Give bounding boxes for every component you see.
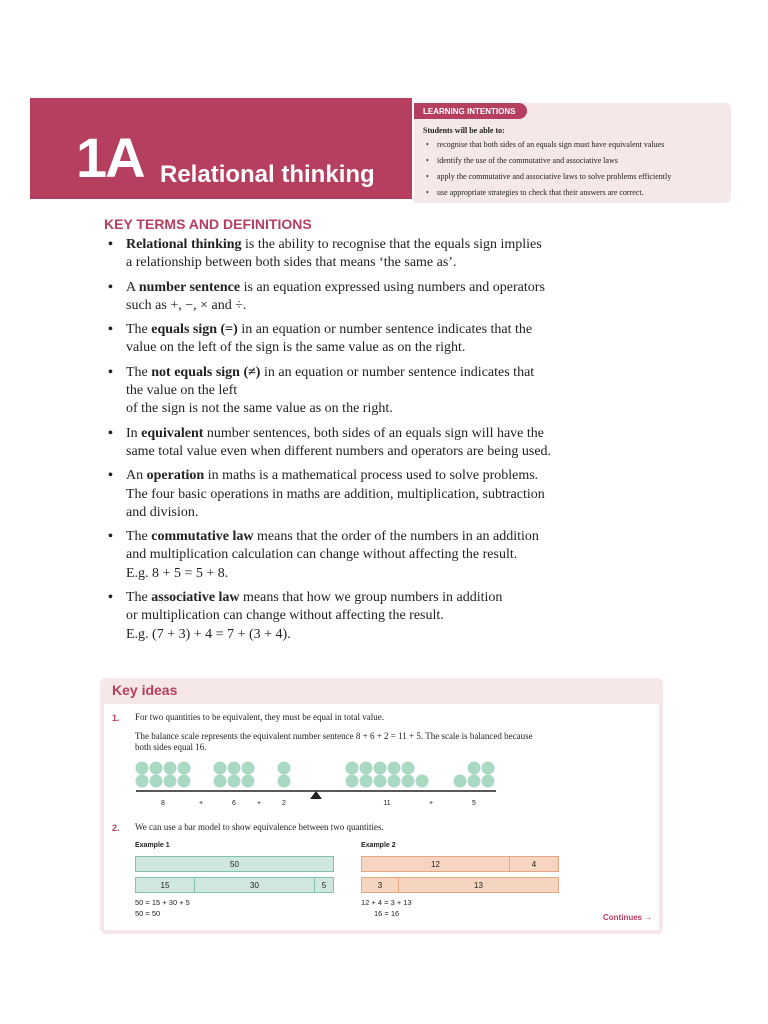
counters-11 <box>346 762 429 788</box>
continues-link[interactable]: Continues → <box>603 913 653 922</box>
key-term-first-line: • The commutative law means that the order of the numbers in an addition <box>126 529 539 545</box>
key-term-item <box>107 279 607 316</box>
key-term-first-line: • An operation in maths is a mathematical process used to solve problems. <box>126 468 539 484</box>
key-term-line: value on the left of the sign is the same value as on the right. <box>126 340 466 356</box>
key-term-line: E.g. 8 + 5 = 5 + 8. <box>126 565 229 581</box>
key-term-first-line: • The associative law means that how we group numbers in addition <box>126 590 503 606</box>
example-equation: 50 = 15 + 30 + 5 <box>135 898 190 907</box>
key-ideas-content <box>104 704 659 930</box>
key-term-item <box>107 321 607 358</box>
chapter-banner <box>30 98 412 199</box>
learning-intention-item: • use appropriate strategies to check that their answers are correct. <box>423 187 671 203</box>
key-term-first-line: • A number sentence is an equation expressed using numbers and operators <box>126 279 545 295</box>
key-term-first-line: • The not equals sign (≠) in an equation or number sentence indicates that <box>126 364 535 380</box>
bar-part: 3 <box>361 877 399 893</box>
key-term-line: such as +, −, × and ÷. <box>126 297 247 313</box>
key-terms-list <box>107 236 607 650</box>
key-term-line: a relationship between both sides that means ‘the same as’. <box>126 255 457 271</box>
key-term-item <box>107 425 607 462</box>
bar-part: 5 <box>314 877 334 893</box>
scale-label: 6 <box>232 800 236 807</box>
key-term-line: and multiplication calculation can change without affecting the result. <box>126 547 518 563</box>
key-term-line: The four basic operations in maths are addition, multiplication, subtraction <box>126 486 545 502</box>
learning-intention-item: • apply the commutative and associative laws to solve problems efficiently <box>423 171 671 187</box>
key-ideas-heading: Key ideas <box>112 682 178 698</box>
key-term-line: same total value even when different numbers and operators are being used. <box>126 443 552 459</box>
counters-6 <box>214 762 255 788</box>
bar-total: 50 <box>135 856 334 872</box>
key-ideas-box <box>100 678 663 934</box>
scale-label: + <box>198 800 204 807</box>
idea-number: 2. <box>112 823 120 833</box>
section-code: 1A <box>76 126 144 189</box>
key-term: Relational thinking <box>126 237 242 252</box>
learning-intentions-lead: Students will be able to: <box>423 126 505 135</box>
key-term-line: of the sign is not the same value as on the right. <box>126 401 393 417</box>
counters-5 <box>454 762 495 788</box>
key-term-line: and division. <box>126 504 199 520</box>
learning-intention-item: • recognise that both sides of an equals sign must have equivalent values <box>423 139 671 155</box>
key-term: commutative law <box>151 529 254 545</box>
idea-text: For two quantities to be equivalent, they must be equal in total value. <box>135 712 384 722</box>
scale-label: 8 <box>161 800 165 807</box>
idea-description: The balance scale represents the equivalent number sentence 8 + 6 + 2 = 11 + 5. The scale is balanced because <box>135 731 533 741</box>
scale-label: 5 <box>472 800 476 807</box>
scale-label: 11 <box>383 800 391 807</box>
idea-description: both sides equal 16. <box>135 742 207 752</box>
key-term-first-line: • The equals sign (=) in an equation or number sentence indicates that the <box>126 322 533 338</box>
bar-part: 4 <box>509 856 559 872</box>
key-term: operation <box>146 468 205 484</box>
learning-intentions-list <box>423 139 671 203</box>
key-term: equivalent <box>141 425 204 441</box>
learning-intention-item: • identify the use of the commutative and associative laws <box>423 155 671 171</box>
counters-8 <box>136 762 191 788</box>
learning-intentions-tab: LEARNING INTENTIONS <box>414 103 527 119</box>
example-equation: 12 + 4 = 3 + 13 <box>361 898 412 907</box>
scale-fulcrum <box>310 791 322 799</box>
key-term-item <box>107 528 607 583</box>
key-terms-heading: KEY TERMS AND DEFINITIONS <box>104 216 312 232</box>
learning-intentions-box <box>414 103 731 203</box>
key-term-first-line: • Relational thinking is the ability to recognise that the equals sign implies <box>126 237 542 252</box>
key-term-line: or multiplication can change without affecting the result. <box>126 608 444 624</box>
key-term: equals sign (=) <box>151 322 238 338</box>
key-term-first-line: • In equivalent number sentences, both sides of an equals sign will have the <box>126 425 544 441</box>
scale-label: + <box>428 800 434 807</box>
key-term-line: the value on the left <box>126 383 238 399</box>
counters-2 <box>278 762 291 788</box>
bar-part: 12 <box>361 856 510 872</box>
scale-label: 2 <box>282 800 286 807</box>
key-term-item <box>107 364 607 419</box>
bar-part: 13 <box>398 877 559 893</box>
example-1-label: Example 1 <box>135 842 170 849</box>
example-equation: 50 = 50 <box>135 909 161 918</box>
balance-scale-diagram <box>104 759 659 809</box>
key-term-item <box>107 467 607 522</box>
key-term: associative law <box>151 590 240 606</box>
idea-text: We can use a bar model to show equivalence between two quantities. <box>135 822 384 832</box>
bar-part: 15 <box>135 877 195 893</box>
scale-label: + <box>256 800 262 807</box>
section-title: Relational thinking <box>160 161 375 188</box>
key-term: not equals sign (≠) <box>151 364 261 380</box>
example-2-label: Example 2 <box>361 842 396 849</box>
key-term-line: E.g. (7 + 3) + 4 = 7 + (3 + 4). <box>126 626 291 642</box>
idea-number: 1. <box>112 713 120 723</box>
key-term: number sentence <box>138 279 241 295</box>
key-term-item <box>107 589 607 644</box>
example-equation: 16 = 16 <box>374 909 400 918</box>
key-term-item <box>107 236 607 273</box>
bar-part: 30 <box>194 877 315 893</box>
